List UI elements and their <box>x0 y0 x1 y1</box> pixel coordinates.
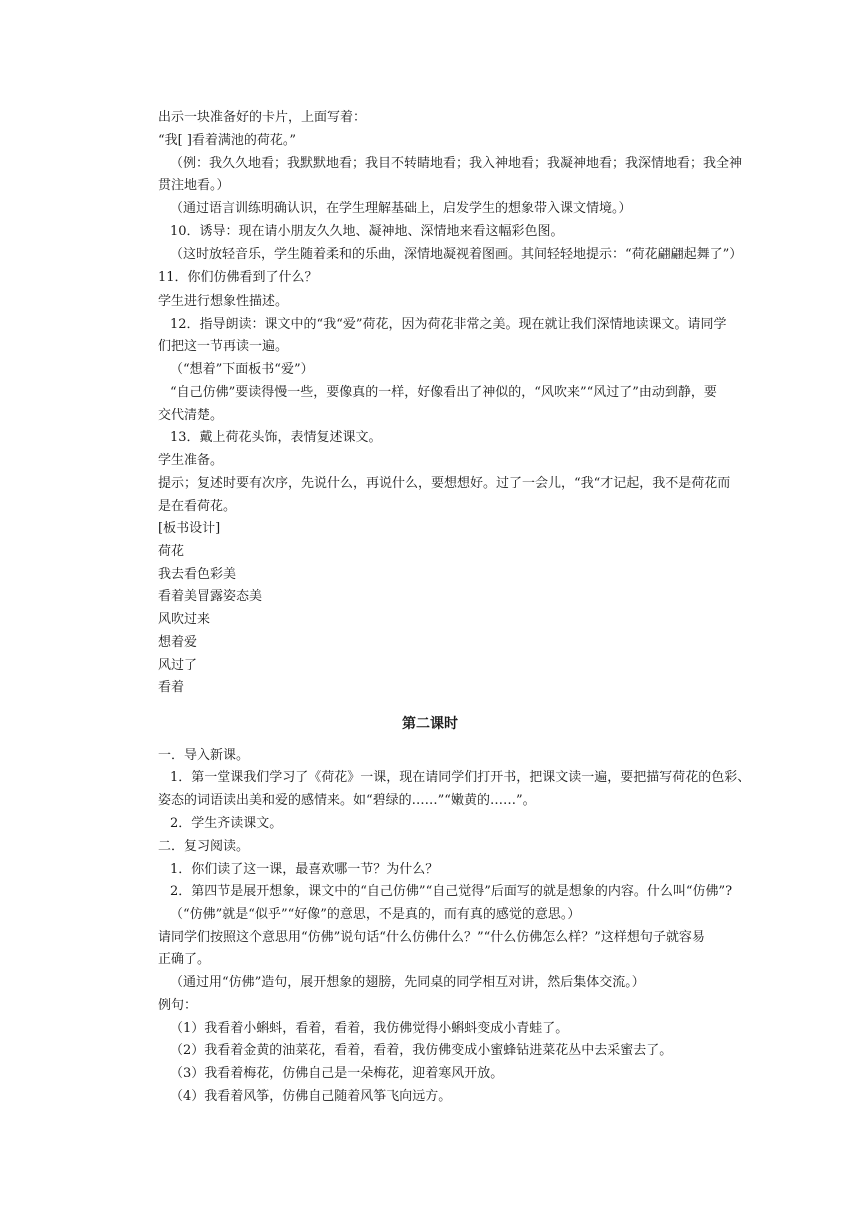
text-line: 出示一块准备好的卡片，上面写着： <box>158 110 367 125</box>
text-line: 看着美冒露姿态美 <box>158 589 263 604</box>
text-line: （例：我久久地看；我默默地看；我目不转睛地看；我入神地看；我凝神地看；我深情地看；我全神 <box>170 156 743 171</box>
text-line: 交代清楚。 <box>158 408 224 423</box>
text-line: 2．第四节是展开想象，课文中的“自己仿佛”“自己觉得”后面写的就是想象的内容。什么叫“仿佛”? <box>170 884 733 899</box>
text-line: 二．复习阅读。 <box>158 839 250 854</box>
text-line: （通过语言训练明确认识，在学生理解基础上，启发学生的想象带入课文情境。） <box>170 201 632 216</box>
text-line: 10．诱导：现在请小朋友久久地、凝神地、深情地来看这幅彩色图。 <box>170 224 564 239</box>
text-line: （“想着”下面板书“爱”） <box>170 362 314 377</box>
text-line: 2．学生齐读课文。 <box>170 816 283 831</box>
text-line: （4）我看着风筝，仿佛自己随着风筝飞向远方。 <box>170 1089 452 1104</box>
text-line: 12．指导朗读：课文中的“我“爱”荷花，因为荷花非常之美。现在就让我们深情地读课文。请同学 <box>170 317 727 332</box>
text-line: （1）我看着小蝌蚪，看着，看着，我仿佛觉得小蝌蚪变成小青蛙了。 <box>170 1021 569 1036</box>
text-line: 风吹过来 <box>158 612 211 627</box>
text-line: 提示；复述时要有次序，先说什么，再说什么，要想想好。过了一会儿，“我“才记起，我不是荷花而 <box>158 476 731 491</box>
text-line: 一．导入新课。 <box>158 748 250 763</box>
text-line: 1．你们读了这一课，最喜欢哪一节？为什么？ <box>170 862 439 877</box>
text-line: 贯注地看。） <box>158 178 230 193</box>
text-line: 学生准备。 <box>158 453 224 468</box>
text-line: 们把这一节再读一遍。 <box>158 339 289 354</box>
text-line: 正确了。 <box>158 952 211 967</box>
text-line: 学生进行想象性描述。 <box>158 294 289 309</box>
text-line: 姿态的词语读出美和爱的感情来。如“碧绿的……”“嫩黄的……”。 <box>158 793 536 808</box>
text-line: （“仿佛”就是“似乎”“好像”的意思，不是真的，而有真的感觉的意思。） <box>170 907 581 922</box>
text-line: [板书设计] <box>158 521 221 536</box>
text-line: 看着 <box>158 680 185 695</box>
text-line: “自己仿佛”要读得慢一些，要像真的一样，好像看出了神似的，“风吹来”“风过了”由动到静，要 <box>170 385 717 400</box>
text-line: “我[ ]看着满池的荷花。” <box>158 133 297 148</box>
text-line: 例句： <box>158 998 198 1013</box>
text-line: 我去看色彩美 <box>158 567 237 582</box>
text-line: 1．第一堂课我们学习了《荷花》一课，现在请同学们打开书，把课文读一遍，要把描写荷花的色彩、 <box>170 770 751 785</box>
text-line: （3）我看着梅花，仿佛自己是一朵梅花，迎着寒风开放。 <box>170 1066 504 1081</box>
text-line: （2）我看着金黄的油菜花，看着，看着，我仿佛变成小蜜蜂钻进菜花丛中去采蜜去了。 <box>170 1043 673 1058</box>
text-line: （通过用“仿佛”造句，展开想象的翅膀，先同桌的同学相互对讲，然后集体交流。） <box>170 975 645 990</box>
text-line: 风过了 <box>158 658 198 673</box>
text-line: （这时放轻音乐，学生随着柔和的乐曲，深情地凝视着图画。其间轻轻地提示：“荷花翩翩起舞了”） <box>170 247 743 262</box>
text-line: 13．戴上荷花头饰，表情复述课文。 <box>170 430 382 445</box>
text-line: 想着爱 <box>158 635 198 650</box>
text-line: 荷花 <box>158 544 185 559</box>
text-line: 请同学们按照这个意思用“仿佛”说句话“什么仿佛什么？”“什么仿佛怎么样？”这样想句子就容易 <box>158 930 705 945</box>
section-title: 第二课时 <box>402 716 458 732</box>
text-line: 是在看荷花。 <box>158 499 237 514</box>
text-line: 11．你们仿佛看到了什么？ <box>158 270 318 285</box>
